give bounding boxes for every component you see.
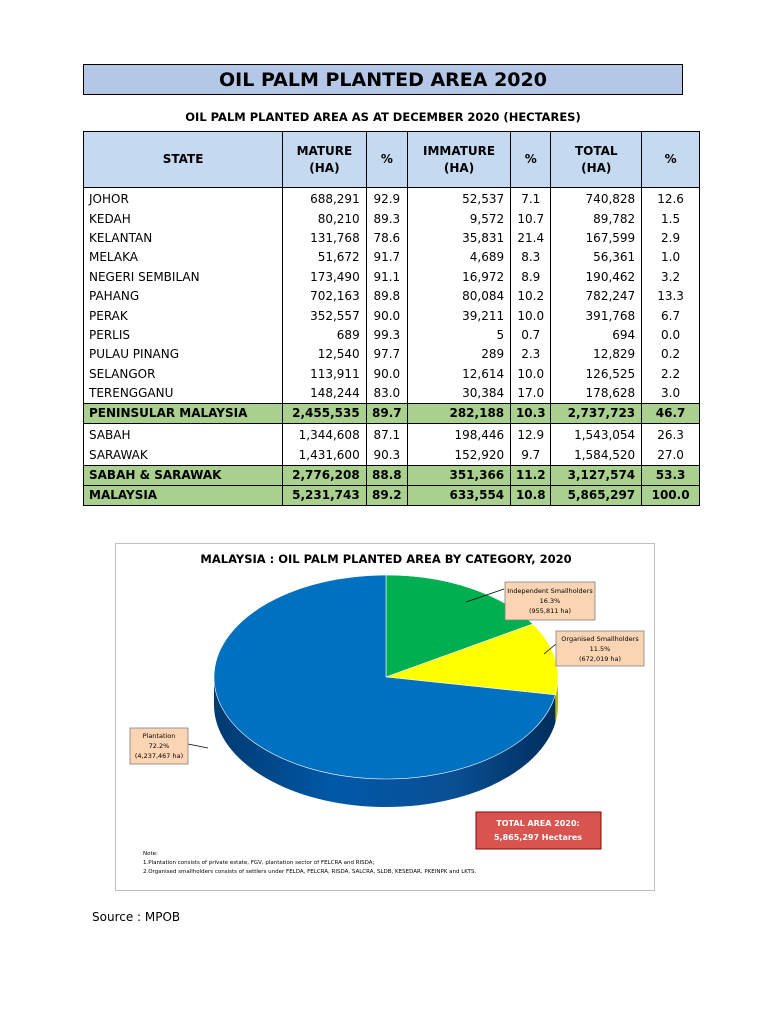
cell-mature-pct: 90.0	[366, 365, 407, 384]
cell-immature-pct: 11.2	[511, 466, 551, 486]
callout-organised-area: (672,019 ha)	[578, 655, 622, 663]
table-header-row	[84, 132, 700, 188]
table-row	[84, 306, 700, 325]
table-row	[84, 384, 700, 404]
cell-mature-ha: 131,768	[283, 229, 367, 248]
subtotal-row-sabah-sarawak	[84, 466, 700, 486]
cell-total-pct: 13.3	[642, 287, 700, 306]
total-area-value: 5,865,297 Hectares	[493, 833, 583, 842]
cell-immature-ha: 152,920	[407, 446, 510, 466]
cell-mature-pct: 90.3	[366, 446, 407, 466]
cell-immature-ha: 633,554	[407, 486, 510, 506]
cell-mature-pct: 91.1	[366, 268, 407, 287]
cell-immature-ha: 289	[407, 345, 510, 364]
cell-total-ha: 2,737,723	[551, 404, 642, 424]
cell-total-pct: 1.5	[642, 209, 700, 228]
cell-immature-pct: 10.0	[511, 306, 551, 325]
cell-state: MELAKA	[84, 248, 283, 267]
cell-total-ha: 167,599	[551, 229, 642, 248]
cell-state: NEGERI SEMBILAN	[84, 268, 283, 287]
cell-immature-ha: 16,972	[407, 268, 510, 287]
cell-mature-pct: 89.3	[366, 209, 407, 228]
source-note: Source : MPOB	[92, 910, 181, 924]
cell-immature-pct: 7.1	[511, 188, 551, 210]
cell-immature-ha: 35,831	[407, 229, 510, 248]
cell-immature-ha: 282,188	[407, 404, 510, 424]
callout-independent-name: Independent Smallholders	[507, 587, 593, 595]
header-total: TOTAL (HA)	[551, 132, 642, 188]
table-subtitle: OIL PALM PLANTED AREA AS AT DECEMBER 2020 (HECTARES)	[185, 110, 581, 124]
cell-total-pct: 46.7	[642, 404, 700, 424]
cell-mature-pct: 91.7	[366, 248, 407, 267]
cell-mature-pct: 78.6	[366, 229, 407, 248]
cell-state: PAHANG	[84, 287, 283, 306]
total-row-malaysia	[84, 486, 700, 506]
table-row	[84, 365, 700, 384]
callout-plantation-percent: 72.2%	[148, 742, 170, 750]
cell-state: TERENGGANU	[84, 384, 283, 404]
cell-total-ha: 391,768	[551, 306, 642, 325]
cell-immature-pct: 10.3	[511, 404, 551, 424]
cell-mature-ha: 12,540	[283, 345, 367, 364]
table-row	[84, 446, 700, 466]
callout-line-plantation	[188, 744, 208, 748]
cell-immature-pct: 0.7	[511, 326, 551, 345]
cell-immature-pct: 10.0	[511, 365, 551, 384]
cell-immature-pct: 8.3	[511, 248, 551, 267]
total-area-box	[476, 812, 601, 849]
cell-state: SABAH	[84, 424, 283, 446]
callout-plantation-area: (4,237,467 ha)	[134, 752, 184, 760]
total-area-label: TOTAL AREA 2020:	[496, 819, 580, 828]
cell-immature-ha: 12,614	[407, 365, 510, 384]
cell-state: SABAH & SARAWAK	[84, 466, 283, 486]
cell-mature-ha: 173,490	[283, 268, 367, 287]
header-mature-pct: %	[366, 132, 407, 188]
cell-immature-pct: 8.9	[511, 268, 551, 287]
cell-mature-ha: 51,672	[283, 248, 367, 267]
callout-plantation-name: Plantation	[142, 732, 176, 740]
cell-mature-ha: 1,344,608	[283, 424, 367, 446]
cell-state: KELANTAN	[84, 229, 283, 248]
cell-immature-ha: 80,084	[407, 287, 510, 306]
callout-independent-percent: 16.3%	[539, 597, 561, 605]
cell-state: KEDAH	[84, 209, 283, 228]
table-row	[84, 345, 700, 364]
cell-state: SARAWAK	[84, 446, 283, 466]
cell-total-pct: 6.7	[642, 306, 700, 325]
cell-immature-pct: 17.0	[511, 384, 551, 404]
cell-total-ha: 782,247	[551, 287, 642, 306]
table-row	[84, 326, 700, 345]
header-immature-pct: %	[511, 132, 551, 188]
cell-total-ha: 1,584,520	[551, 446, 642, 466]
cell-immature-ha: 30,384	[407, 384, 510, 404]
cell-mature-pct: 90.0	[366, 306, 407, 325]
page-title: OIL PALM PLANTED AREA 2020	[83, 64, 683, 95]
cell-immature-ha: 5	[407, 326, 510, 345]
cell-total-pct: 27.0	[642, 446, 700, 466]
cell-immature-ha: 4,689	[407, 248, 510, 267]
chart-note-2: 2.Organised smallholders consists of settlers under FELDA, FELCRA, RISDA, SALCRA, SLDB, KESEDAR, PKEINPK and LKTS.	[143, 869, 477, 875]
header-state: STATE	[84, 132, 283, 188]
cell-total-pct: 12.6	[642, 188, 700, 210]
cell-total-pct: 2.2	[642, 365, 700, 384]
cell-total-ha: 5,865,297	[551, 486, 642, 506]
cell-immature-ha: 9,572	[407, 209, 510, 228]
cell-mature-pct: 89.2	[366, 486, 407, 506]
cell-immature-pct: 10.7	[511, 209, 551, 228]
cell-total-ha: 190,462	[551, 268, 642, 287]
cell-mature-ha: 2,776,208	[283, 466, 367, 486]
table-row	[84, 229, 700, 248]
cell-immature-pct: 9.7	[511, 446, 551, 466]
cell-immature-pct: 2.3	[511, 345, 551, 364]
cell-immature-ha: 52,537	[407, 188, 510, 210]
header-mature: MATURE (HA)	[283, 132, 367, 188]
cell-mature-pct: 92.9	[366, 188, 407, 210]
cell-mature-pct: 83.0	[366, 384, 407, 404]
subtotal-row-peninsular	[84, 404, 700, 424]
cell-mature-ha: 702,163	[283, 287, 367, 306]
table-row	[84, 188, 700, 210]
cell-total-pct: 3.2	[642, 268, 700, 287]
cell-immature-pct: 21.4	[511, 229, 551, 248]
table-row	[84, 287, 700, 306]
cell-mature-ha: 148,244	[283, 384, 367, 404]
cell-state: PENINSULAR MALAYSIA	[84, 404, 283, 424]
pie-chart-panel	[115, 543, 655, 891]
table-row	[84, 424, 700, 446]
callout-organised-name: Organised Smallholders	[561, 635, 639, 643]
header-immature: IMMATURE (HA)	[407, 132, 510, 188]
cell-total-pct: 26.3	[642, 424, 700, 446]
cell-mature-ha: 5,231,743	[283, 486, 367, 506]
cell-total-pct: 2.9	[642, 229, 700, 248]
cell-immature-pct: 12.9	[511, 424, 551, 446]
cell-total-ha: 126,525	[551, 365, 642, 384]
cell-state: PERAK	[84, 306, 283, 325]
table-row	[84, 248, 700, 267]
cell-total-ha: 3,127,574	[551, 466, 642, 486]
cell-total-pct: 0.0	[642, 326, 700, 345]
cell-total-ha: 178,628	[551, 384, 642, 404]
cell-mature-ha: 1,431,600	[283, 446, 367, 466]
cell-total-ha: 89,782	[551, 209, 642, 228]
cell-total-ha: 56,361	[551, 248, 642, 267]
table-row	[84, 209, 700, 228]
pie-chart	[116, 544, 656, 892]
cell-immature-pct: 10.2	[511, 287, 551, 306]
cell-total-ha: 740,828	[551, 188, 642, 210]
header-total-pct: %	[642, 132, 700, 188]
cell-mature-ha: 113,911	[283, 365, 367, 384]
planted-area-table	[83, 131, 700, 506]
cell-total-ha: 1,543,054	[551, 424, 642, 446]
cell-state: PULAU PINANG	[84, 345, 283, 364]
cell-immature-ha: 351,366	[407, 466, 510, 486]
chart-note-1: 1.Plantation consists of private estate, FGV, plantation sector of FELCRA and RISDA;	[143, 860, 375, 866]
cell-mature-pct: 87.1	[366, 424, 407, 446]
cell-mature-pct: 99.3	[366, 326, 407, 345]
cell-total-ha: 12,829	[551, 345, 642, 364]
cell-mature-ha: 689	[283, 326, 367, 345]
cell-mature-ha: 352,557	[283, 306, 367, 325]
cell-total-pct: 100.0	[642, 486, 700, 506]
cell-immature-pct: 10.8	[511, 486, 551, 506]
cell-total-pct: 3.0	[642, 384, 700, 404]
cell-immature-ha: 198,446	[407, 424, 510, 446]
cell-total-pct: 53.3	[642, 466, 700, 486]
cell-state: SELANGOR	[84, 365, 283, 384]
cell-mature-pct: 89.8	[366, 287, 407, 306]
cell-immature-ha: 39,211	[407, 306, 510, 325]
callout-independent-area: (955,811 ha)	[528, 607, 572, 615]
cell-total-pct: 1.0	[642, 248, 700, 267]
cell-state: PERLIS	[84, 326, 283, 345]
cell-mature-pct: 97.7	[366, 345, 407, 364]
chart-title: MALAYSIA : OIL PALM PLANTED AREA BY CATEGORY, 2020	[200, 552, 572, 566]
cell-mature-pct: 89.7	[366, 404, 407, 424]
cell-mature-ha: 2,455,535	[283, 404, 367, 424]
cell-total-ha: 694	[551, 326, 642, 345]
cell-mature-ha: 80,210	[283, 209, 367, 228]
cell-state: JOHOR	[84, 188, 283, 210]
cell-total-pct: 0.2	[642, 345, 700, 364]
chart-note-heading: Note:	[143, 851, 158, 857]
cell-mature-pct: 88.8	[366, 466, 407, 486]
table-row	[84, 268, 700, 287]
cell-state: MALAYSIA	[84, 486, 283, 506]
callout-organised-percent: 11.5%	[589, 645, 611, 653]
cell-mature-ha: 688,291	[283, 188, 367, 210]
